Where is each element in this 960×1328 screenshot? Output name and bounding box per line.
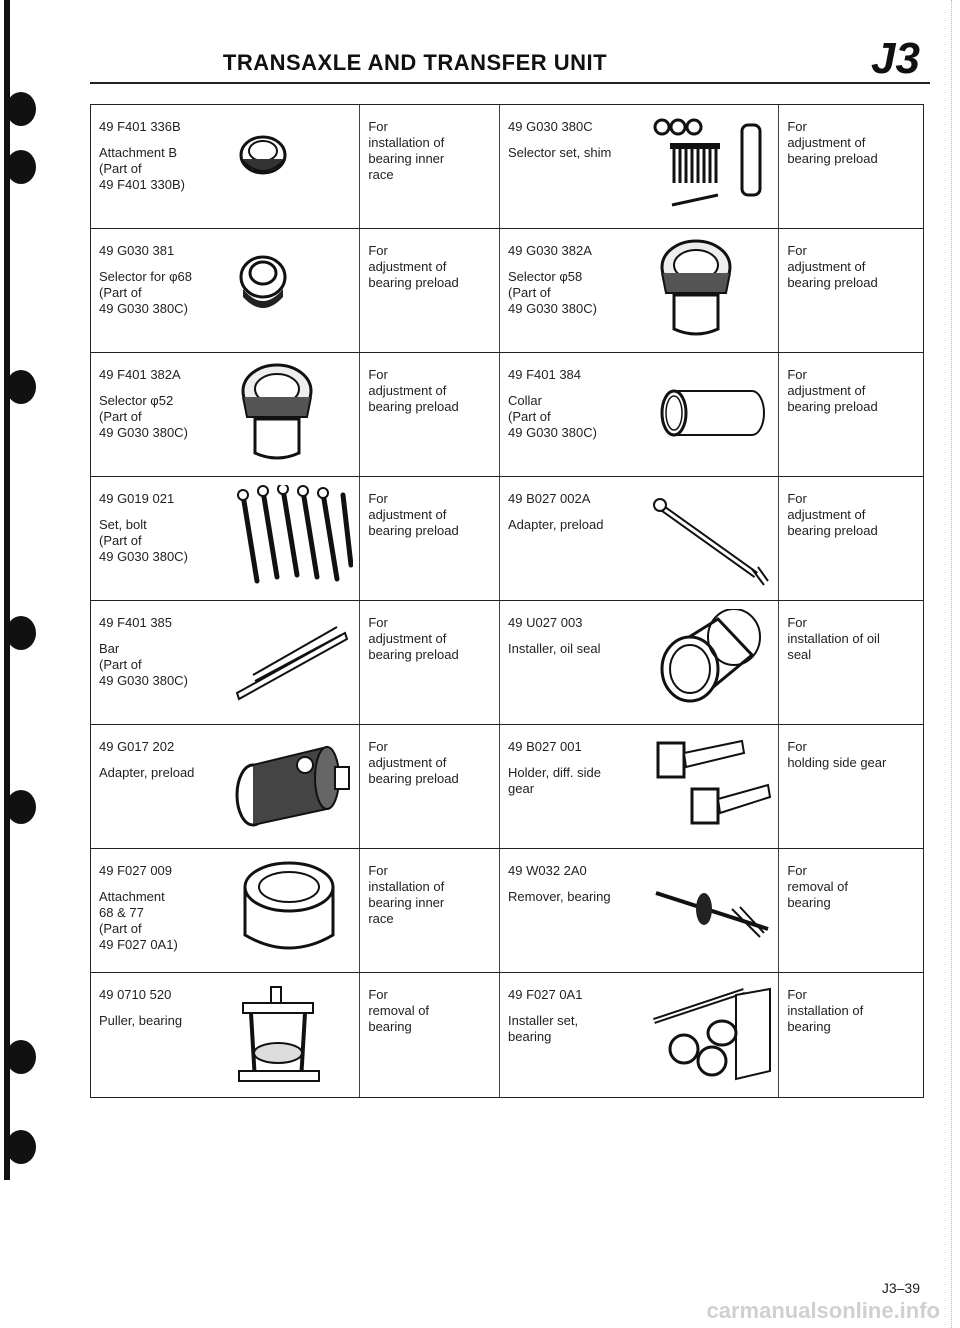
tool-name: Holder, diff. side gear — [508, 765, 601, 796]
page-title: TRANSAXLE AND TRANSFER UNIT — [222, 50, 608, 75]
tool-cell — [91, 105, 360, 228]
tool-cell — [500, 849, 779, 972]
tool-text — [508, 119, 658, 161]
selector-nut-icon — [652, 237, 772, 345]
tool-cell — [91, 973, 360, 1097]
tool-purpose: For adjustment of bearing preload — [368, 367, 459, 414]
tool-number: 49 B027 001 — [508, 739, 582, 754]
bearing-remover-icon — [652, 857, 772, 965]
tool-name: Selector φ52 — [99, 393, 174, 408]
tool-number: 49 G019 021 — [99, 491, 175, 506]
tool-purpose: For adjustment of bearing preload — [787, 119, 878, 166]
tool-cell — [500, 477, 779, 600]
tool-part-of: (Part of 49 G030 380C) — [99, 409, 188, 440]
tool-cell — [91, 849, 360, 972]
tool-name: Installer set, bearing — [508, 1013, 579, 1044]
tool-number: 49 G030 381 — [99, 243, 175, 258]
tool-name: Selector φ58 — [508, 269, 583, 284]
tool-part-of: (Part of 49 G030 380C) — [508, 285, 597, 316]
tool-number: 49 F027 009 — [99, 863, 173, 878]
tool-text — [508, 987, 658, 1045]
purpose-cell — [360, 725, 500, 848]
tool-name: Attachment B — [99, 145, 178, 160]
purpose-cell — [779, 973, 923, 1097]
binding-hole — [6, 150, 36, 184]
purpose-cell — [779, 849, 923, 972]
purpose-cell — [360, 229, 500, 352]
tool-name: Adapter, preload — [508, 517, 604, 532]
binding-hole — [6, 92, 36, 126]
tool-purpose: For installation of bearing inner race — [368, 863, 445, 926]
tool-cell — [91, 229, 360, 352]
tool-text — [99, 243, 239, 317]
tool-purpose: For removal of bearing — [787, 863, 849, 910]
adapter-rod-icon — [652, 485, 772, 593]
tool-name: Collar — [508, 393, 542, 408]
tool-purpose: For adjustment of bearing preload — [368, 243, 459, 290]
tool-cell — [91, 477, 360, 600]
tool-text — [99, 367, 239, 441]
tool-cell — [91, 353, 360, 476]
tool-number: 49 G030 380C — [508, 119, 593, 134]
tool-row — [91, 973, 923, 1097]
purpose-cell — [360, 601, 500, 724]
tool-number: 49 F401 385 — [99, 615, 173, 630]
tool-text — [508, 243, 658, 317]
binding-hole — [6, 616, 36, 650]
binding-hole — [6, 370, 36, 404]
tool-text — [99, 863, 239, 953]
tool-cell — [91, 725, 360, 848]
tool-cell — [500, 973, 779, 1097]
selector-nut-icon — [233, 361, 353, 469]
tool-name: Remover, bearing — [508, 889, 611, 904]
purpose-cell — [779, 229, 923, 352]
tool-purpose: For adjustment of bearing preload — [787, 367, 878, 414]
tool-name: Selector for φ68 — [99, 269, 192, 284]
tool-cell — [500, 105, 779, 228]
tool-purpose: For installation of oil seal — [787, 615, 880, 662]
section-code: J3 — [871, 34, 920, 83]
tool-purpose: For adjustment of bearing preload — [368, 491, 459, 538]
tool-number: 49 W032 2A0 — [508, 863, 587, 878]
tool-row — [91, 725, 923, 849]
installer-set-icon — [652, 981, 772, 1089]
bolt-set-icon — [233, 485, 353, 593]
tool-row — [91, 229, 923, 353]
binding-hole — [6, 790, 36, 824]
tool-row — [91, 353, 923, 477]
tool-number: 49 B027 002A — [508, 491, 591, 506]
selector-icon — [233, 237, 353, 345]
collar-icon — [652, 361, 772, 469]
attachment-icon — [233, 113, 353, 221]
tool-text — [99, 119, 239, 193]
side-gear-holder-icon — [652, 733, 772, 841]
tool-cell — [500, 725, 779, 848]
page-number: J3–39 — [881, 1280, 920, 1296]
purpose-cell — [779, 105, 923, 228]
tool-number: 49 G017 202 — [99, 739, 175, 754]
tool-number: 49 F401 336B — [99, 119, 181, 134]
tool-row — [91, 601, 923, 725]
tool-cell — [500, 229, 779, 352]
tool-purpose: For adjustment of bearing preload — [787, 491, 878, 538]
ring-attachment-icon — [233, 857, 353, 965]
tool-text — [508, 863, 658, 905]
purpose-cell — [360, 849, 500, 972]
tool-text — [508, 367, 658, 441]
purpose-cell — [779, 353, 923, 476]
tool-number: 49 F401 384 — [508, 367, 582, 382]
tool-number: 49 U027 003 — [508, 615, 583, 630]
purpose-cell — [360, 477, 500, 600]
tool-row — [91, 477, 923, 601]
tool-purpose: For removal of bearing — [368, 987, 430, 1034]
tool-text — [99, 739, 239, 781]
bar-icon — [233, 609, 353, 717]
tool-number: 49 F027 0A1 — [508, 987, 583, 1002]
purpose-cell — [779, 725, 923, 848]
knurled-adapter-icon — [233, 733, 353, 841]
watermark: carmanualsonline.info — [706, 1298, 940, 1323]
page-edge — [951, 0, 952, 1328]
tool-name: Selector set, shim — [508, 145, 612, 160]
oil-seal-installer-icon — [652, 609, 772, 717]
tool-purpose: For adjustment of bearing preload — [368, 739, 459, 786]
tool-cell — [500, 353, 779, 476]
tool-cell — [500, 601, 779, 724]
tool-number: 49 G030 382A — [508, 243, 592, 258]
tool-text — [508, 491, 658, 533]
tool-name: Puller, bearing — [99, 1013, 183, 1028]
purpose-cell — [360, 105, 500, 228]
tool-purpose: For adjustment of bearing preload — [368, 615, 459, 662]
purpose-cell — [779, 477, 923, 600]
tool-purpose: For holding side gear — [787, 739, 887, 770]
tool-number: 49 F401 382A — [99, 367, 181, 382]
purpose-cell — [360, 353, 500, 476]
tool-part-of: (Part of 49 G030 380C) — [99, 285, 188, 316]
header-rule — [90, 82, 930, 84]
tool-name: Bar — [99, 641, 120, 656]
tool-name: Adapter, preload — [99, 765, 195, 780]
selector-set-icon — [652, 113, 772, 221]
tool-part-of: (Part of 49 G030 380C) — [99, 657, 188, 688]
tool-name: Attachment 68 & 77 — [99, 889, 165, 920]
tool-text — [99, 491, 239, 565]
tool-text — [508, 739, 658, 797]
tool-text — [508, 615, 658, 657]
tool-cell — [91, 601, 360, 724]
tool-name: Set, bolt — [99, 517, 147, 532]
bearing-puller-icon — [233, 981, 353, 1089]
tool-number: 49 0710 520 — [99, 987, 172, 1002]
binding-hole — [6, 1040, 36, 1074]
tool-part-of: (Part of 49 G030 380C) — [99, 533, 188, 564]
tool-text — [99, 987, 239, 1029]
purpose-cell — [360, 973, 500, 1097]
tool-row — [91, 105, 923, 229]
tool-purpose: For installation of bearing — [787, 987, 864, 1034]
tool-part-of: (Part of 49 F401 330B) — [99, 161, 186, 192]
tool-row — [91, 849, 923, 973]
tool-purpose: For adjustment of bearing preload — [787, 243, 878, 290]
purpose-cell — [779, 601, 923, 724]
tool-part-of: (Part of 49 F027 0A1) — [99, 921, 178, 952]
tool-part-of: (Part of 49 G030 380C) — [508, 409, 597, 440]
tool-purpose: For installation of bearing inner race — [368, 119, 445, 182]
tool-name: Installer, oil seal — [508, 641, 601, 656]
special-tools-table — [90, 104, 924, 1098]
tool-text — [99, 615, 239, 689]
binding-hole — [6, 1130, 36, 1164]
